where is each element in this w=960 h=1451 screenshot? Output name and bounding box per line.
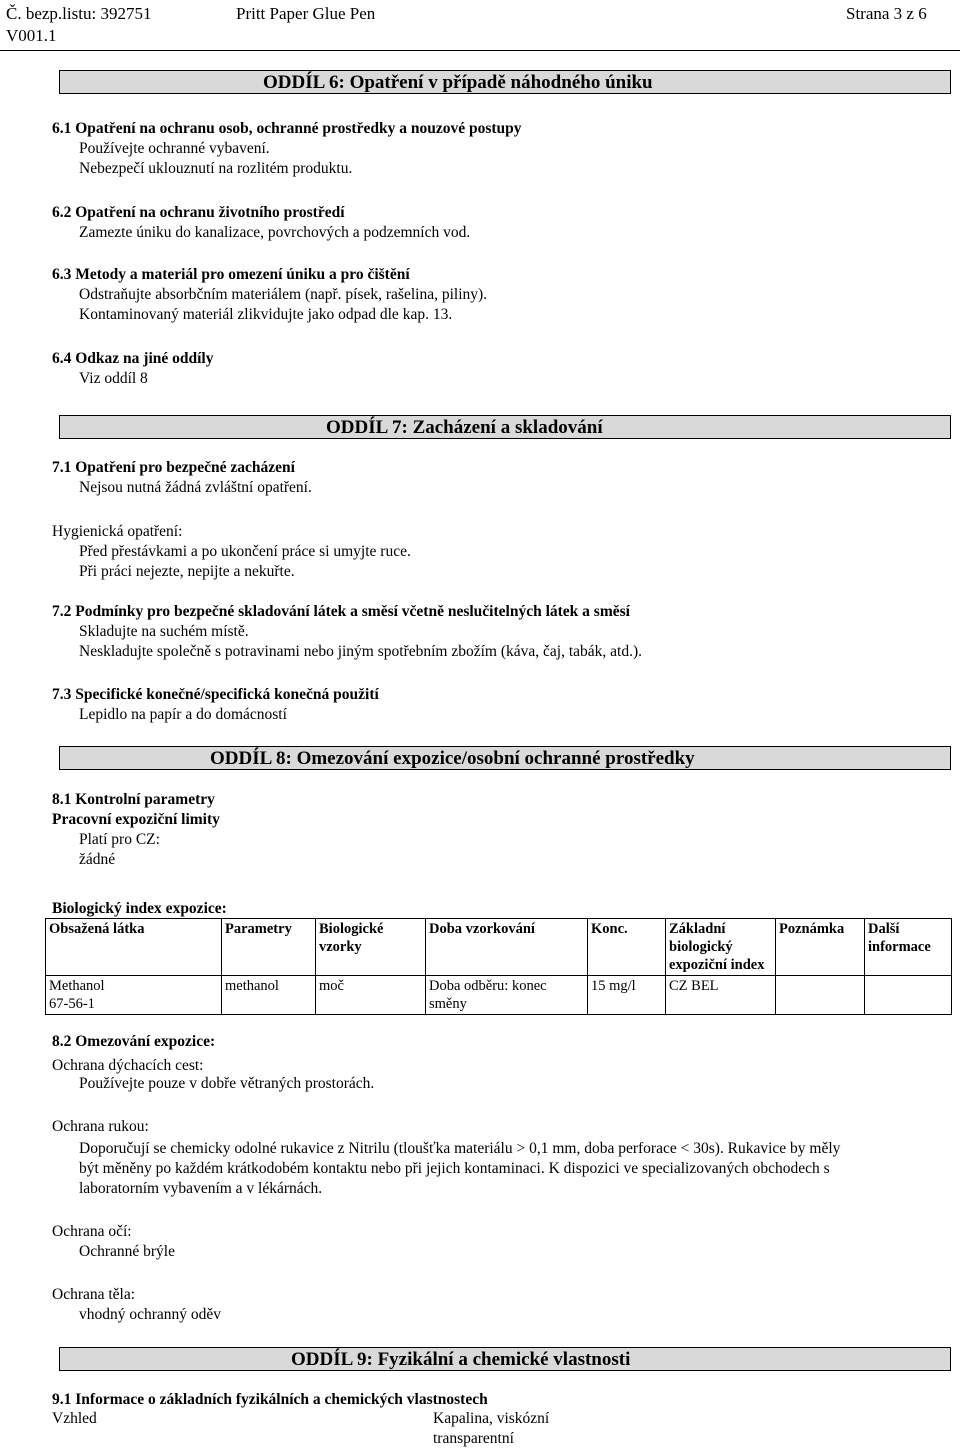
text-6-3-a: Odstraňujte absorbčním materiálem (např. písek, rašelina, piliny). — [79, 286, 488, 303]
table-row — [46, 976, 952, 1015]
property-label: Vzhled — [52, 1410, 97, 1427]
col-header-info: Další informace — [865, 919, 952, 976]
heading-6-3: 6.3 Metody a materiál pro omezení úniku a pro čištění — [52, 266, 410, 283]
substance-name: Methanol — [49, 978, 105, 994]
heading-8-1: 8.1 Kontrolní parametry — [52, 791, 215, 808]
hand-text-3: laboratorním vybavením a v lékárnách. — [79, 1180, 323, 1197]
text-7-2-b: Neskladujte společně s potravinami nebo jiným spotřebním zbožím (káva, čaj, tabák, atd.). — [79, 643, 643, 660]
cell-sample: moč — [316, 976, 426, 1015]
cell-substance — [46, 976, 222, 1015]
text-6-2-a: Zamezte úniku do kanalizace, povrchových a podzemních vod. — [79, 224, 471, 241]
text-7-2-a: Skladujte na suchém místě. — [79, 623, 249, 640]
text-6-3-b: Kontaminovaný materiál zlikvidujte jako odpad dle kap. 13. — [79, 306, 453, 323]
property-value-2: transparentní — [433, 1430, 514, 1447]
respiratory-label: Ochrana dýchacích cest: — [52, 1057, 204, 1074]
col-header-sampling-time: Doba vzorkování — [426, 919, 588, 976]
heading-7-3: 7.3 Specifické konečné/specifická konečná použití — [52, 686, 379, 703]
text-8-1-b: žádné — [79, 851, 116, 868]
heading-7-1: 7.1 Opatření pro bezpečné zacházení — [52, 459, 295, 476]
property-value-1: Kapalina, viskózní — [433, 1410, 550, 1427]
text-7-1-a: Nejsou nutná žádná zvláštní opatření. — [79, 479, 312, 496]
hygiene-text-2: Při práci nejezte, nepijte a nekuřte. — [79, 563, 295, 580]
cell-concentration: 15 mg/l — [588, 976, 666, 1015]
heading-6-1: 6.1 Opatření na ochranu osob, ochranné prostředky a nouzové postupy — [52, 120, 522, 137]
body-label: Ochrana těla: — [52, 1286, 136, 1303]
eye-label: Ochrana očí: — [52, 1223, 132, 1240]
hygiene-text-1: Před přestávkami a po ukončení práce si umyjte ruce. — [79, 543, 411, 560]
bio-index-table — [45, 918, 952, 1015]
page-number: Strana 3 z 6 — [846, 4, 927, 23]
bio-index-title: Biologický index expozice: — [52, 900, 227, 917]
text-6-4-a: Viz oddíl 8 — [79, 370, 148, 387]
heading-7-2: 7.2 Podmínky pro bezpečné skladování látek a směsí včetně neslučitelných látek a směsí — [52, 603, 630, 620]
col-header-substance: Obsažená látka — [46, 919, 222, 976]
text-7-3-a: Lepidlo na papír a do domácností — [79, 706, 287, 723]
col-header-note: Poznámka — [776, 919, 865, 976]
cell-sampling-time: Doba odběru: konec směny — [426, 976, 588, 1015]
heading-6-4: 6.4 Odkaz na jiné oddíly — [52, 350, 214, 367]
heading-8-1-limits: Pracovní expoziční limity — [52, 811, 220, 828]
heading-9-1: 9.1 Informace o základních fyzikálních a chemických vlastnostech — [52, 1391, 488, 1408]
col-header-samples: Biologické vzorky — [316, 919, 426, 976]
header-divider — [0, 50, 960, 51]
col-header-concentration: Konc. — [588, 919, 666, 976]
eye-text: Ochranné brýle — [79, 1243, 175, 1260]
col-header-parameters: Parametry — [222, 919, 316, 976]
text-6-1-a: Používejte ochranné vybavení. — [79, 140, 270, 157]
hand-text-1: Doporučují se chemicky odolné rukavice z Nitrilu (tloušťka materiálu > 0,1 mm, doba perforace < 30s). Rukavice by měly — [79, 1140, 841, 1157]
cell-info — [865, 976, 952, 1015]
section-9-title: ODDÍL 9: Fyzikální a chemické vlastnosti — [291, 1349, 631, 1370]
hand-text-2: být měněny po každém krátkodobém kontaktu nebo při jejich kontaminaci. K dispozici ve specializovaných obchodech s — [79, 1160, 830, 1177]
section-6-title: ODDÍL 6: Opatření v případě náhodného úniku — [263, 72, 653, 93]
respiratory-text: Používejte pouze v dobře větraných prostorách. — [79, 1075, 375, 1092]
heading-6-2: 6.2 Opatření na ochranu životního prostředí — [52, 204, 345, 221]
cell-parameter: methanol — [222, 976, 316, 1015]
text-8-1-a: Platí pro CZ: — [79, 831, 160, 848]
hand-label: Ochrana rukou: — [52, 1118, 149, 1135]
section-8-title: ODDÍL 8: Omezování expozice/osobní ochranné prostředky — [210, 748, 695, 769]
cell-index: CZ BEL — [666, 976, 776, 1015]
hygiene-label: Hygienická opatření: — [52, 523, 183, 540]
body-text: vhodný ochranný oděv — [79, 1306, 222, 1323]
product-name: Pritt Paper Glue Pen — [236, 4, 376, 23]
text-6-1-b: Nebezpečí uklouznutí na rozlitém produktu. — [79, 160, 353, 177]
sheet-number: Č. bezp.listu: 392751 — [6, 4, 152, 23]
cell-note — [776, 976, 865, 1015]
version: V001.1 — [6, 26, 57, 45]
heading-8-2: 8.2 Omezování expozice: — [52, 1033, 216, 1050]
table-header-row — [46, 919, 952, 976]
substance-cas: 67-56-1 — [49, 996, 95, 1012]
col-header-index: Základní biologický expoziční index — [666, 919, 776, 976]
section-7-title: ODDÍL 7: Zacházení a skladování — [326, 417, 603, 438]
